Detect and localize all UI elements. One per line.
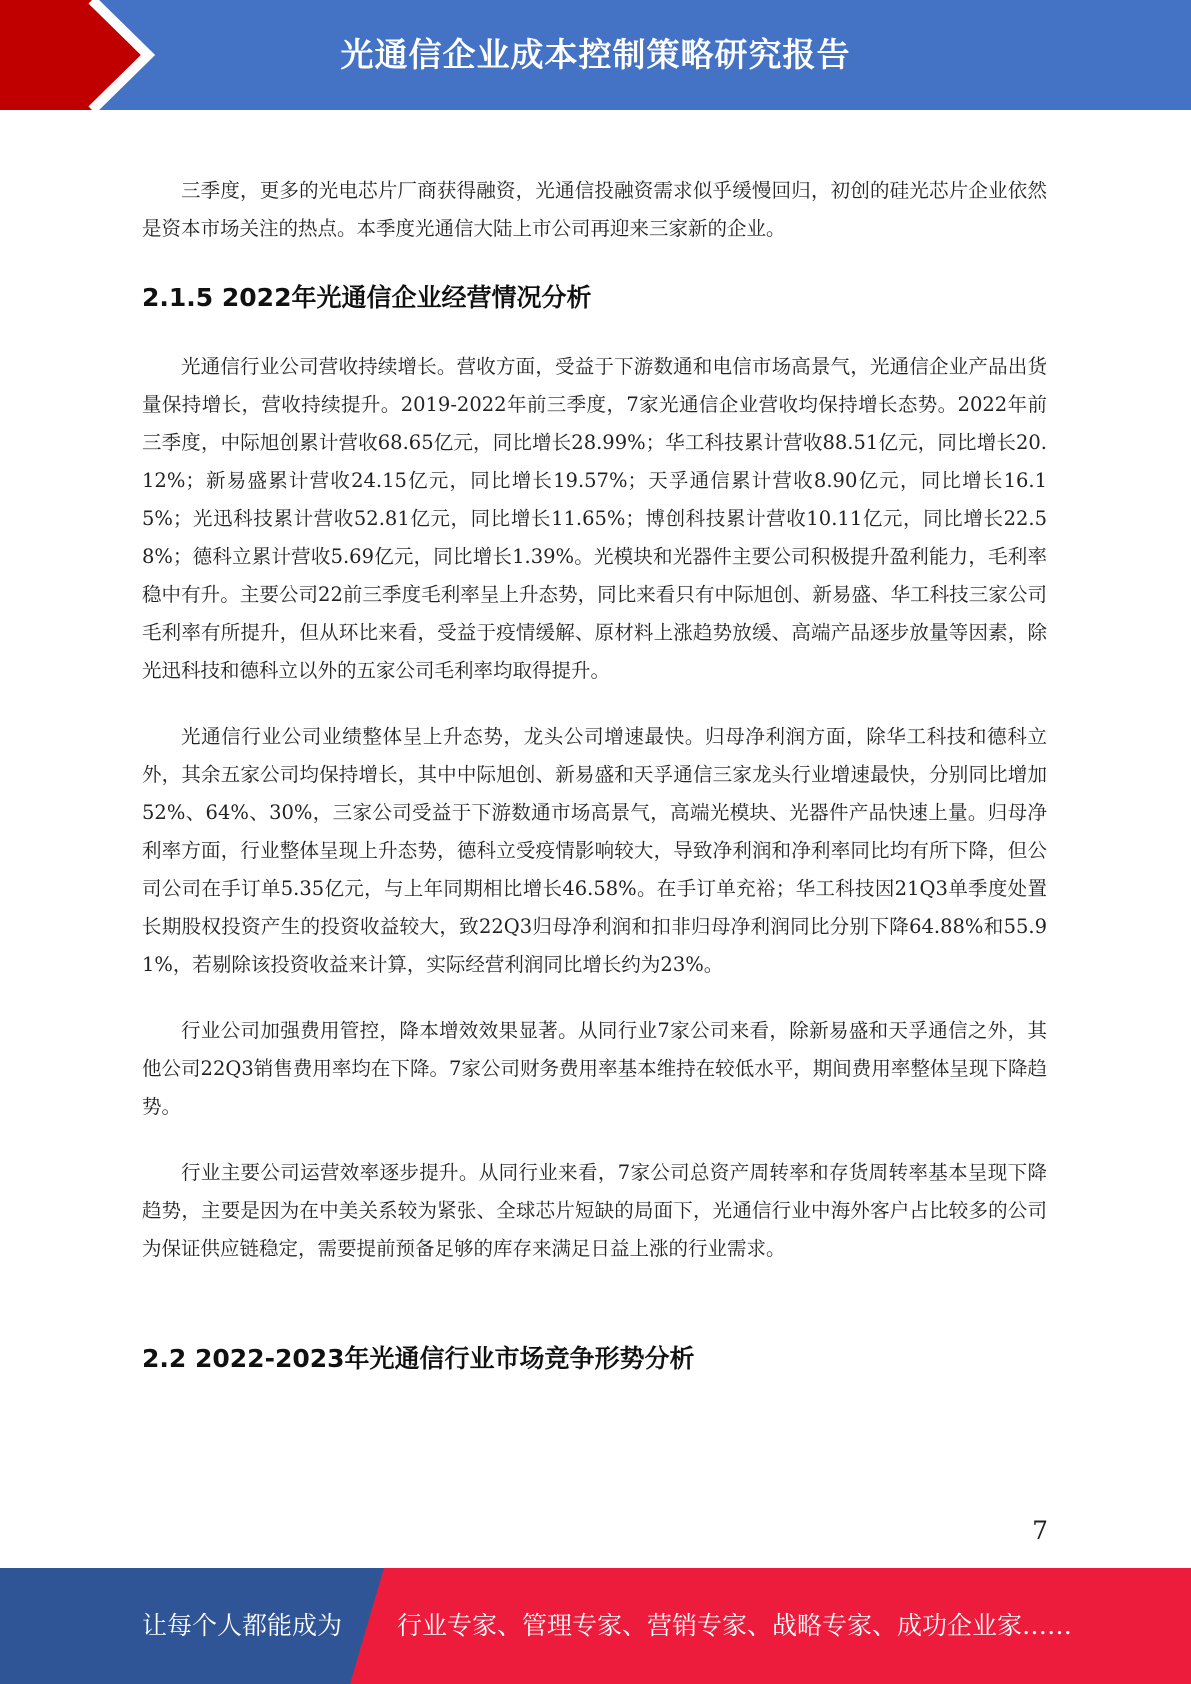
- footer-slogan-right: 行业专家、管理专家、营销专家、战略专家、成功企业家……: [397, 1611, 1073, 1640]
- section-heading-2-2: 2.2 2022-2023年光通信行业市场竞争形势分析: [142, 1344, 695, 1373]
- paragraph-efficiency: 行业主要公司运营效率逐步提升。从同行业来看，7家公司总资产周转率和存货周转率基本呈现下降趋势，主要是因为在中美关系较为紧张、全球芯片短缺的局面下，光通信行业中海外客户占比较多的公司为保证供应链稳定，需要提前预备足够的库存来满足日益上涨的行业需求。: [142, 1161, 1047, 1260]
- page-number: 7: [1032, 1516, 1048, 1545]
- section-heading-2-1-5: 2.1.5 2022年光通信企业经营情况分析: [142, 283, 592, 312]
- footer-slogan-left: 让每个人都能成为: [142, 1611, 343, 1640]
- document-body: [142, 172, 1047, 1378]
- paragraph-expenses: 行业公司加强费用管控，降本增效效果显著。从同行业7家公司来看，除新易盛和天孚通信之外，其他公司22Q3销售费用率均在下降。7家公司财务费用率基本维持在较低水平，期间费用率整体呈现下降趋势。: [142, 1019, 1047, 1118]
- header-title: 光通信企业成本控制策略研究报告: [340, 35, 851, 74]
- page-header: [0, 0, 1191, 110]
- paragraph-profit: 光通信行业公司业绩整体呈上升态势，龙头公司增速最快。归母净利润方面，除华工科技和德科立外，其余五家公司均保持增长，其中中际旭创、新易盛和天孚通信三家龙头行业增速最快，分别同比增加52%、64%、30%，三家公司受益于下游数通市场高景气，高端光模块、光器件产品快速上量。归母净利率方面，行业整体呈现上升态势，德科立受疫情影响较大，导致净利润和净利率同比均有所下降，但公司公司在手订单5.35亿元，与上年同期相比增长46.58%。在手订单充裕；华工科技因21Q3单季度处置长期股权投资产生的投资收益较大，致22Q3归母净利润和扣非归母净利润同比分别下降64.88%和55.91%，若剔除该投资收益来计算，实际经营利润同比增长约为23%。: [142, 725, 1047, 976]
- intro-paragraph: 三季度，更多的光电芯片厂商获得融资，光通信投融资需求似乎缓慢回归，初创的硅光芯片企业依然是资本市场关注的热点。本季度光通信大陆上市公司再迎来三家新的企业。: [142, 179, 1047, 240]
- page-footer: [0, 1568, 1191, 1684]
- paragraph-revenue: 光通信行业公司营收持续增长。营收方面，受益于下游数通和电信市场高景气，光通信企业产品出货量保持增长，营收持续提升。2019-2022年前三季度，7家光通信企业营收均保持增长态势。2022年前三季度，中际旭创累计营收68.65亿元，同比增长28.99%；华工科技累计营收88.51亿元，同比增长20.12%；新易盛累计营收24.15亿元，同比增长19.57%；天孚通信累计营收8.90亿元，同比增长16.15%；光迅科技累计营收52.81亿元，同比增长11.65%；博创科技累计营收10.11亿元，同比增长22.58%；德科立累计营收5.69亿元，同比增长1.39%。光模块和光器件主要公司积极提升盈利能力，毛利率稳中有升。主要公司22前三季度毛利率呈上升态势，同比来看只有中际旭创、新易盛、华工科技三家公司毛利率有所提升，但从环比来看，受益于疫情缓解、原材料上涨趋势放缓、高端产品逐步放量等因素，除光迅科技和德科立以外的五家公司毛利率均取得提升。: [142, 355, 1047, 682]
